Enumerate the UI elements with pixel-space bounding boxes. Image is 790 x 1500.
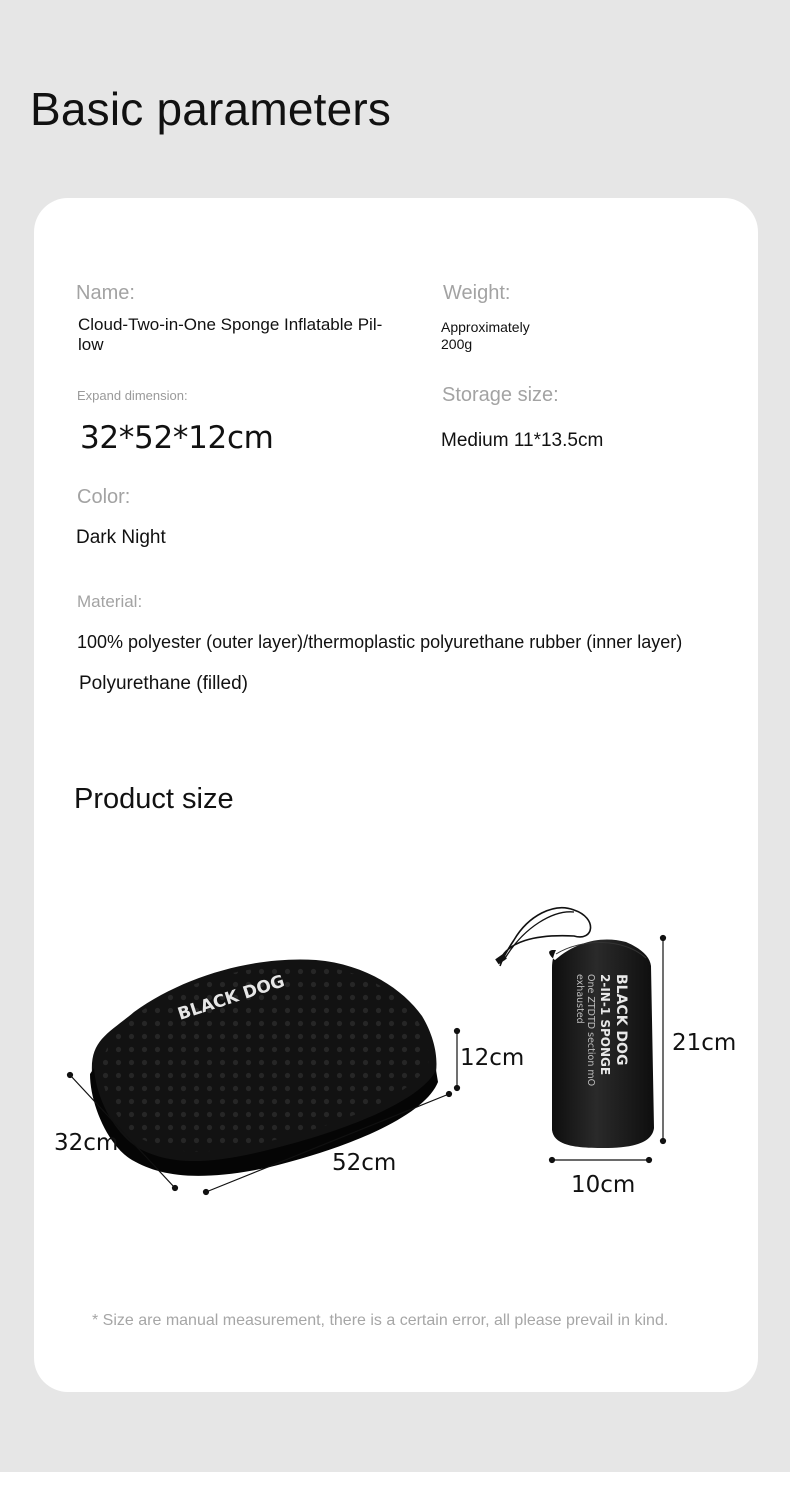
bag-print-line1: One ZTDTD section mO — [585, 974, 596, 1087]
material-value-line2: Polyurethane (filled) — [79, 673, 248, 694]
bottom-strip — [0, 1472, 790, 1500]
name-label: Name: — [76, 282, 135, 304]
name-value-text: Cloud-Two-in-One Sponge Inflatable Pil- low — [78, 315, 383, 354]
color-label: Color: — [77, 486, 131, 508]
material-value-line1: 100% polyester (outer layer)/thermoplastic polyurethane rubber (inner layer) — [77, 632, 683, 652]
pillow-illustration — [90, 959, 438, 1175]
storage-size-value: Medium 11*13.5cm — [441, 430, 604, 451]
weight-label: Weight: — [443, 282, 511, 304]
page-title: Basic parameters — [30, 83, 392, 135]
size-footnote: * Size are manual measurement, there is a certain error, all please prevail in kind. — [92, 1312, 669, 1329]
bag-print-line2: exhausted — [574, 974, 585, 1024]
weight-value-line1: Approximately — [441, 319, 530, 335]
storage-size-label: Storage size: — [442, 384, 559, 406]
pillow-depth-label: 32cm — [54, 1130, 119, 1156]
bag-width-label: 10cm — [571, 1172, 636, 1198]
product-illustration — [34, 198, 758, 1392]
pillow-width-label: 52cm — [332, 1150, 397, 1176]
storage-bag-illustration — [495, 908, 654, 1148]
product-size-title: Product size — [74, 783, 234, 815]
expand-dimension-value: 32*52*12cm — [80, 420, 274, 456]
material-label: Material: — [77, 592, 143, 611]
bag-product-line-text: 2-IN-1 SPONGE — [598, 974, 612, 1076]
bag-height-label: 21cm — [672, 1030, 737, 1056]
expand-dimension-label: Expand dimension: — [77, 388, 188, 403]
parameters-card — [34, 198, 758, 1392]
bag-brand-text: BLACK DOG — [613, 974, 629, 1066]
pillow-height-label: 12cm — [460, 1045, 525, 1071]
pillow-brand-text: BLACK DOG — [175, 971, 288, 1025]
weight-value-line2: 200g — [441, 336, 473, 352]
color-value: Dark Night — [76, 527, 166, 548]
